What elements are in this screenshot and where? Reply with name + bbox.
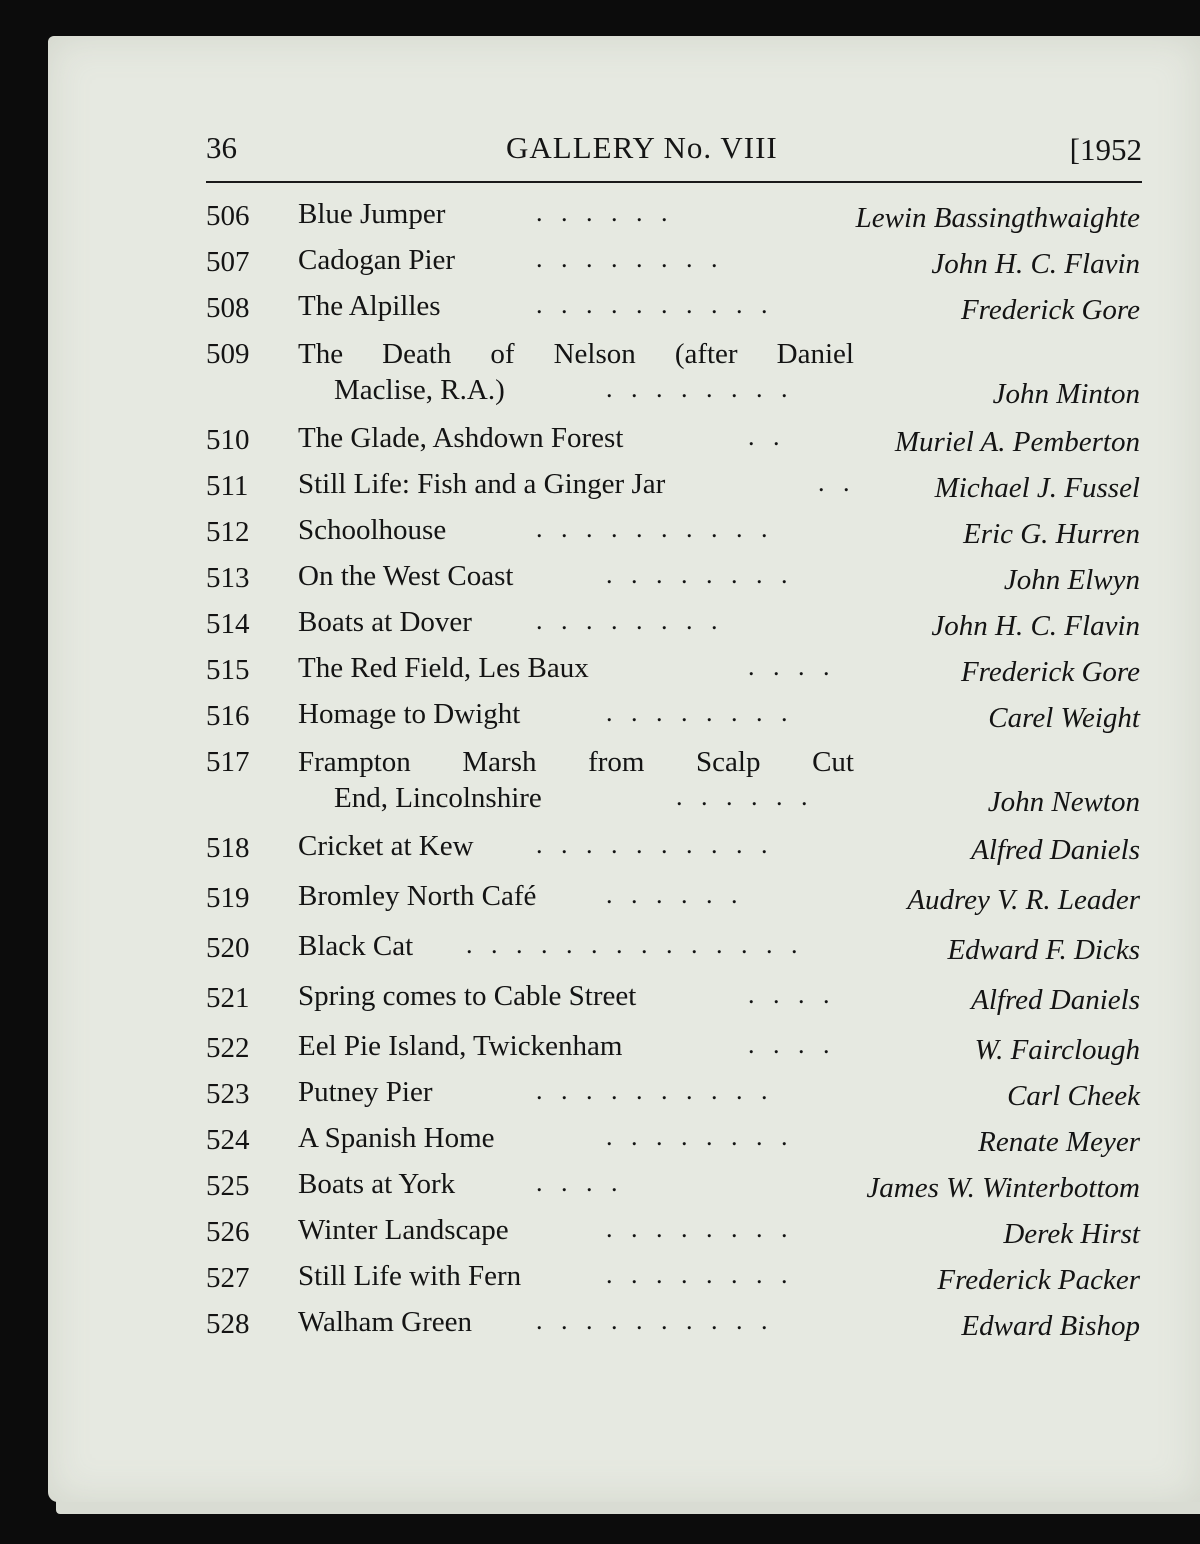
- entry-title: Putney Pier: [298, 1076, 433, 1108]
- entry-number: 519: [206, 882, 250, 914]
- entry-artist: Eric G. Hurren: [963, 518, 1140, 550]
- entry-title-word: Daniel: [776, 338, 854, 370]
- entry-artist: Renate Meyer: [978, 1126, 1140, 1158]
- entry-title: [298, 746, 854, 779]
- catalogue-entry: [206, 288, 1140, 334]
- entry-title: Walham Green: [298, 1306, 472, 1338]
- leader-dots: . .: [818, 468, 856, 497]
- entry-title-word: Marsh: [462, 746, 537, 778]
- entry-number: 506: [206, 200, 250, 232]
- entry-title-word: of: [490, 338, 515, 370]
- leader-dots: . . . .: [748, 980, 836, 1009]
- catalogue-entry: [206, 1258, 1140, 1304]
- entry-number: 520: [206, 932, 250, 964]
- header-rule: [206, 181, 1142, 183]
- entry-number: 516: [206, 700, 250, 732]
- entry-number: 509: [206, 338, 250, 370]
- entry-number: 521: [206, 982, 250, 1014]
- entry-title: Homage to Dwight: [298, 698, 521, 730]
- entry-artist: Muriel A. Pemberton: [894, 426, 1140, 458]
- entry-title-continued: Maclise, R.A.): [334, 374, 505, 406]
- catalogue-entry: [206, 512, 1140, 558]
- leader-dots: . .: [748, 422, 786, 451]
- entry-title: Eel Pie Island, Twickenham: [298, 1030, 623, 1062]
- catalogue-entry: [206, 878, 1140, 928]
- entry-artist: Audrey V. R. Leader: [907, 884, 1140, 916]
- entry-number: 527: [206, 1262, 250, 1294]
- leader-dots: . . . . . .: [606, 880, 744, 909]
- catalogue-entry: [206, 742, 1140, 828]
- entry-artist: Frederick Gore: [960, 656, 1140, 688]
- entry-title: Spring comes to Cable Street: [298, 980, 637, 1012]
- entry-artist: John Minton: [992, 378, 1140, 410]
- entry-artist: Edward Bishop: [961, 1310, 1140, 1342]
- entry-title-word: Scalp: [696, 746, 761, 778]
- entry-artist: Alfred Daniels: [971, 834, 1140, 866]
- year-label: [1952: [1069, 132, 1142, 167]
- entry-artist: Carl Cheek: [1007, 1080, 1140, 1112]
- leader-dots: . . . . . . . .: [606, 560, 794, 589]
- entry-title: The Glade, Ashdown Forest: [298, 422, 624, 454]
- catalogue-entry: [206, 196, 1140, 242]
- entry-artist: James W. Winterbottom: [866, 1172, 1140, 1204]
- leader-dots: . . . . . . . . . .: [536, 1306, 774, 1335]
- entry-artist: Frederick Gore: [960, 294, 1140, 326]
- catalogue-entry: [206, 1304, 1140, 1350]
- catalogue-entry: [206, 696, 1140, 742]
- page-number: 36: [206, 130, 237, 165]
- catalogue-entry: [206, 420, 1140, 466]
- leader-dots: . . . . . .: [536, 198, 674, 227]
- catalogue-entry: [206, 650, 1140, 696]
- entry-title-word: Cut: [812, 746, 854, 778]
- catalogue-entry: [206, 1074, 1140, 1120]
- entry-title: Still Life with Fern: [298, 1260, 522, 1292]
- entry-title: Boats at York: [298, 1168, 456, 1200]
- leader-dots: . . . . . . . .: [536, 606, 724, 635]
- entry-number: 526: [206, 1216, 250, 1248]
- entry-artist: John Newton: [987, 786, 1140, 818]
- leader-dots: . . . . . . . . . .: [536, 290, 774, 319]
- entry-title: Boats at Dover: [298, 606, 472, 638]
- entry-title: The Alpilles: [298, 290, 441, 322]
- catalogue-entry: [206, 1166, 1140, 1212]
- entry-number: 513: [206, 562, 250, 594]
- leader-dots: . . . . . . . .: [606, 374, 794, 403]
- entry-artist: Carel Weight: [988, 702, 1140, 734]
- entry-title-word: The: [298, 338, 344, 370]
- catalogue-entry: [206, 242, 1140, 288]
- leader-dots: . . . . . . . .: [606, 698, 794, 727]
- entry-number: 515: [206, 654, 250, 686]
- entry-artist: Michael J. Fussel: [934, 472, 1140, 504]
- entry-number: 514: [206, 608, 250, 640]
- entry-title: Cricket at Kew: [298, 830, 474, 862]
- entry-title: Blue Jumper: [298, 198, 446, 230]
- entry-title: [298, 338, 854, 371]
- entry-artist: John Elwyn: [1003, 564, 1140, 596]
- entry-title: Bromley North Café: [298, 880, 537, 912]
- leader-dots: . . . . . . . .: [606, 1260, 794, 1289]
- entry-title-word: Death: [382, 338, 452, 370]
- entry-artist: W. Fairclough: [974, 1034, 1140, 1066]
- entry-title: Winter Landscape: [298, 1214, 509, 1246]
- gallery-title: GALLERY No. VIII: [506, 130, 778, 165]
- entry-title: Schoolhouse: [298, 514, 447, 546]
- leader-dots: . . . .: [748, 1030, 836, 1059]
- entry-title-continued: End, Lincolnshire: [334, 782, 542, 814]
- entry-number: 512: [206, 516, 250, 548]
- entry-title-word: (after: [674, 338, 738, 370]
- leader-dots: . . . . . . . . . .: [536, 514, 774, 543]
- entry-artist: Lewin Bassingthwaighte: [855, 202, 1140, 234]
- entry-title-word: from: [588, 746, 645, 778]
- entry-artist: Alfred Daniels: [971, 984, 1140, 1016]
- leader-dots: . . . . . . . .: [606, 1214, 794, 1243]
- entry-title: Still Life: Fish and a Ginger Jar: [298, 468, 666, 500]
- entry-number: 508: [206, 292, 250, 324]
- entry-artist: Derek Hirst: [1003, 1218, 1140, 1250]
- entry-title-word: Nelson: [553, 338, 636, 370]
- leader-dots: . . . . . . . . . .: [536, 1076, 774, 1105]
- catalogue-entry: [206, 978, 1140, 1028]
- entry-number: 522: [206, 1032, 250, 1064]
- entry-number: 528: [206, 1308, 250, 1340]
- catalogue-entry: [206, 1120, 1140, 1166]
- catalogue-entry: [206, 466, 1140, 512]
- catalogue-entry: [206, 1212, 1140, 1258]
- leader-dots: . . . . . . . .: [606, 1122, 794, 1151]
- leader-dots: . . . .: [748, 652, 836, 681]
- entry-artist: John H. C. Flavin: [931, 248, 1140, 280]
- leader-dots: . . . .: [536, 1168, 624, 1197]
- catalogue-entry: [206, 828, 1140, 878]
- entry-number: 511: [206, 470, 249, 502]
- catalogue-entry: [206, 928, 1140, 978]
- leader-dots: . . . . . . . . . .: [536, 830, 774, 859]
- leader-dots: . . . . . . . .: [536, 244, 724, 273]
- entry-title: The Red Field, Les Baux: [298, 652, 589, 684]
- page-header: [206, 130, 1142, 170]
- entry-title: A Spanish Home: [298, 1122, 495, 1154]
- entry-title: Black Cat: [298, 930, 414, 962]
- entry-artist: John H. C. Flavin: [931, 610, 1140, 642]
- entry-number: 507: [206, 246, 250, 278]
- leader-dots: . . . . . .: [676, 782, 814, 811]
- entry-number: 510: [206, 424, 250, 456]
- entry-number: 524: [206, 1124, 250, 1156]
- entry-artist: Edward F. Dicks: [947, 934, 1140, 966]
- catalogue-entry: [206, 334, 1140, 420]
- catalogue-entry: [206, 558, 1140, 604]
- entry-number: 518: [206, 832, 250, 864]
- entry-artist: Frederick Packer: [937, 1264, 1140, 1296]
- entry-number: 525: [206, 1170, 250, 1202]
- catalogue-entry: [206, 604, 1140, 650]
- catalogue-entry: [206, 1028, 1140, 1074]
- entry-title-word: Frampton: [298, 746, 411, 778]
- entry-title: Cadogan Pier: [298, 244, 456, 276]
- catalogue-entries: [206, 196, 1140, 1350]
- entry-number: 517: [206, 746, 250, 778]
- leader-dots: . . . . . . . . . . . . . .: [466, 930, 804, 959]
- entry-number: 523: [206, 1078, 250, 1110]
- entry-title: On the West Coast: [298, 560, 514, 592]
